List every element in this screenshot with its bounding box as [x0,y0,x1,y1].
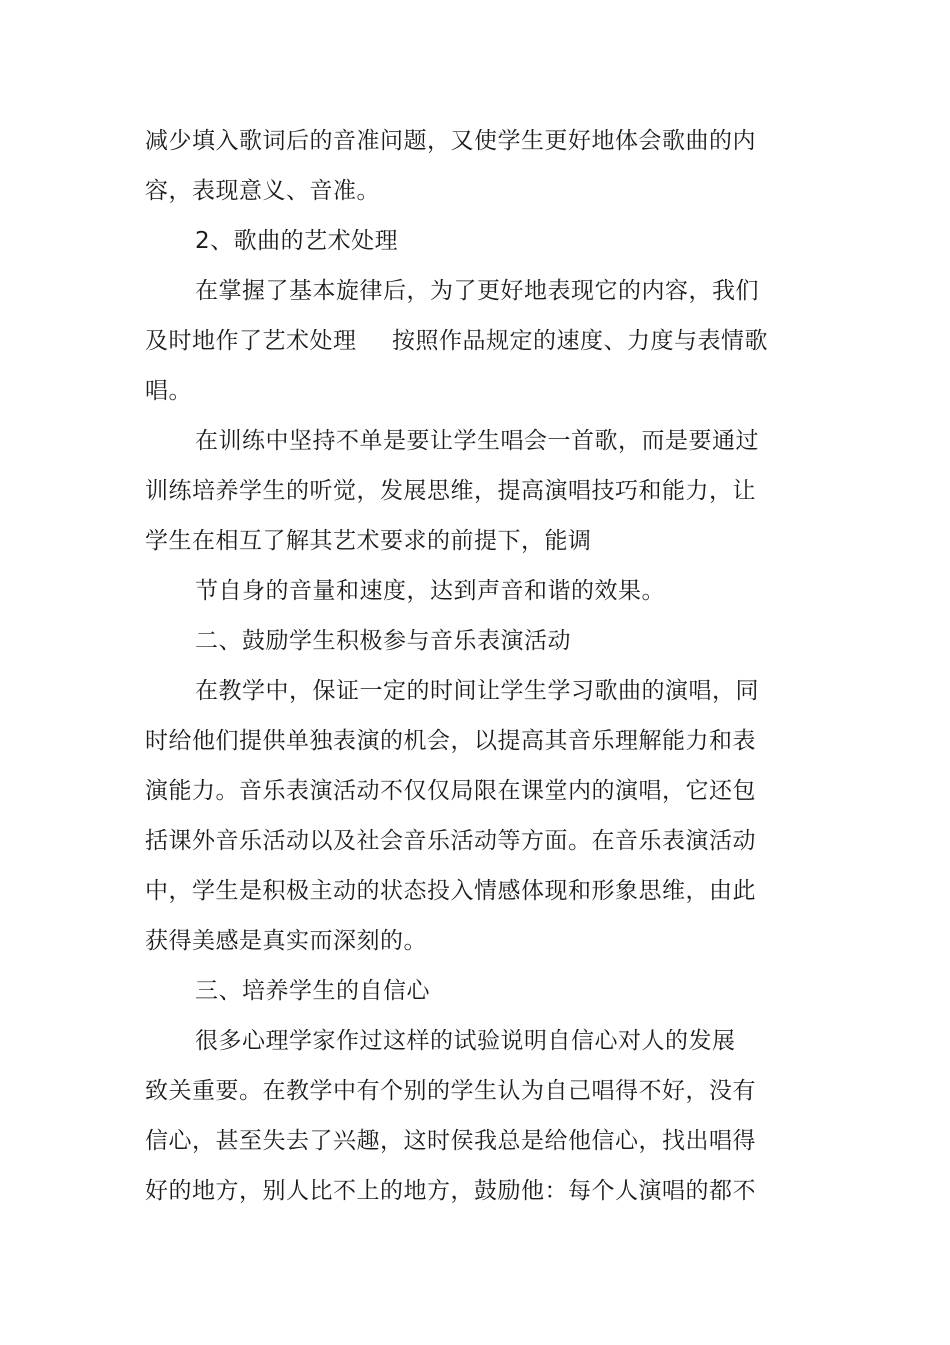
body-text-line: 时给他们提供单独表演的机会，以提高其音乐理解能力和表 [145,728,756,754]
section-heading: 2、歌曲的艺术处理 [195,228,399,254]
body-text-line: 中，学生是积极主动的状态投入情感体现和形象思维，由此 [145,878,756,904]
body-text-line: 按照作品规定的速度、力度与表情歌 [392,328,768,354]
body-text-line: 学生在相互了解其艺术要求的前提下，能调 [145,528,592,554]
body-text-line: 及时地作了艺术处理 [145,328,357,354]
section-heading: 三、培养学生的自信心 [195,978,430,1004]
body-text-line: 致关重要。在教学中有个别的学生认为自己唱得不好，没有 [145,1078,756,1104]
body-text-line: 在掌握了基本旋律后，为了更好地表现它的内容，我们 [195,278,759,304]
body-text-line: 节自身的音量和速度，达到声音和谐的效果。 [195,578,665,604]
body-text-line: 获得美感是真实而深刻的。 [145,928,427,954]
body-text-line: 演能力。音乐表演活动不仅仅局限在课堂内的演唱，它还包 [145,778,756,804]
body-text-line: 容，表现意义、音准。 [145,178,380,204]
body-text-line: 唱。 [145,378,192,404]
body-text-line: 好的地方，别人比不上的地方，鼓励他：每个人演唱的都不 [145,1178,756,1204]
body-text-line: 训练培养学生的听觉，发展思维，提高演唱技巧和能力，让 [145,478,756,504]
section-heading: 二、鼓励学生积极参与音乐表演活动 [195,628,571,654]
body-text-line: 很多心理学家作过这样的试验说明自信心对人的发展 [195,1028,736,1054]
body-text-line: 信心，甚至失去了兴趣，这时侯我总是给他信心，找出唱得 [145,1128,756,1154]
body-text-line: 括课外音乐活动以及社会音乐活动等方面。在音乐表演活动 [145,828,756,854]
body-text-line: 在训练中坚持不单是要让学生唱会一首歌，而是要通过 [195,428,759,454]
body-text-line: 减少填入歌词后的音准问题，又使学生更好地体会歌曲的内 [145,128,756,154]
body-text-line: 在教学中，保证一定的时间让学生学习歌曲的演唱，同 [195,678,759,704]
